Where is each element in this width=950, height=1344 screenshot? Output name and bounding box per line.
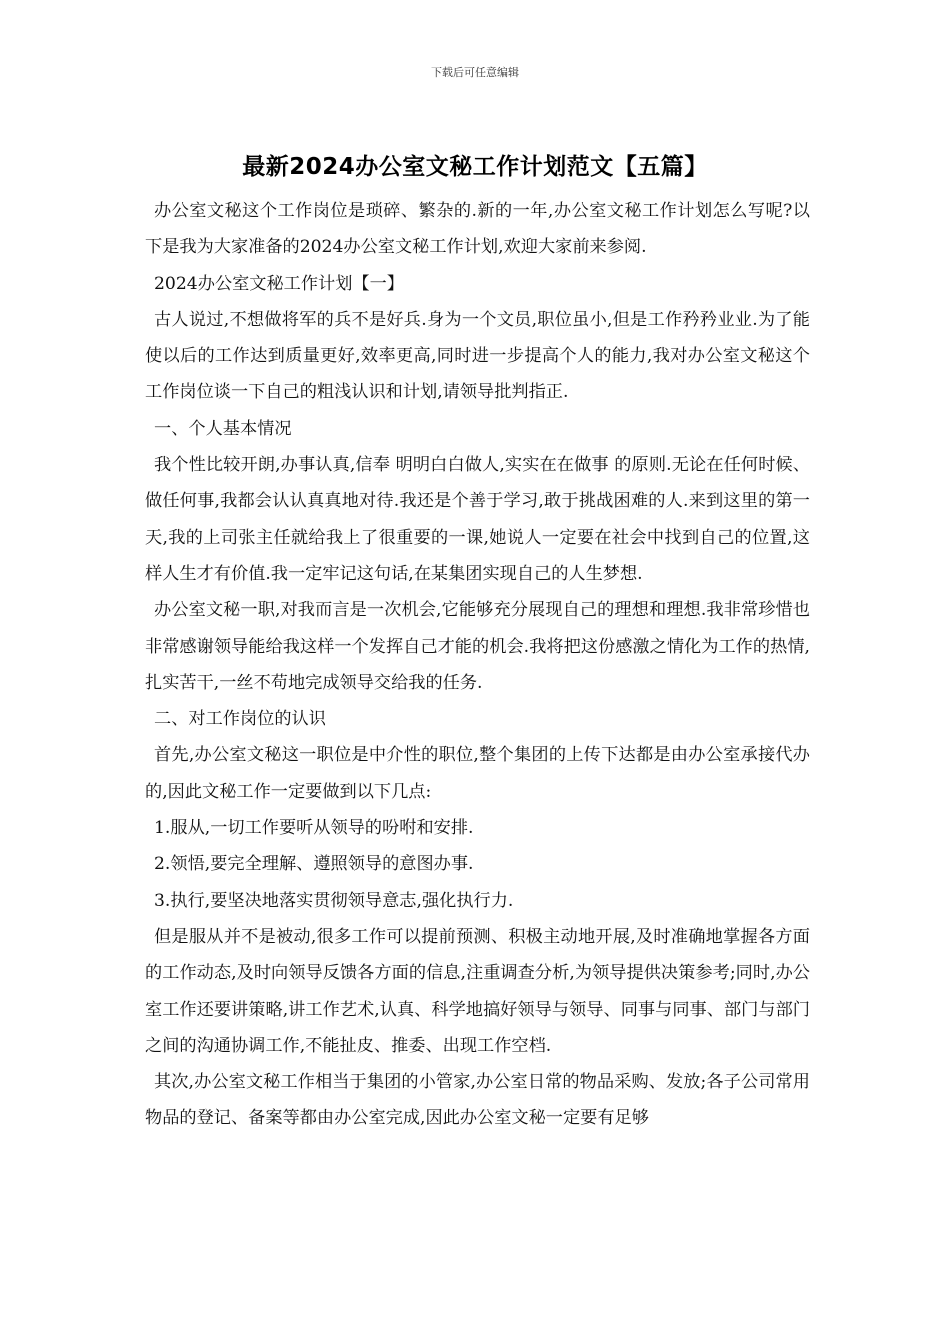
list-item-comprehend: 2.领悟,要完全理解、遵照领导的意图办事. <box>154 854 474 875</box>
paragraph-preface: 古人说过,不想做将军的兵不是好兵.身为一个文员,职位虽小,但是工作矜矜业业.为了能使以后的工作达到质量更好,效率更高,同时进一步提高个人的能力,我对办公室文秘这个工作岗位谈一下自己的粗浅认识和计划,请领导批判指正. <box>145 309 810 403</box>
document-title: 最新2024办公室文秘工作计划范文【五篇】 <box>242 154 708 180</box>
paragraph-personality: 我个性比较开朗,办事认真,信奉 明明白白做人,实实在在做事 的原则.无论在任何时候、做任何事,我都会认认真真地对待.我还是个善于学习,敢于挑战困难的人.来到这里的第一天,我的上司张主任就给我上了很重要的一课,她说人一定要在社会中找到自己的位置,这样人生才有价值.我一定牢记这句话,在某集团实现自己的人生梦想. <box>145 455 810 584</box>
paragraph-initiative: 但是服从并不是被动,很多工作可以提前预测、积极主动地开展,及时准确地掌握各方面的工作动态,及时向领导反馈各方面的信息,注重调查分析,为领导提供决策参考;同时,办公室工作还要讲策略,讲工作艺术,认真、科学地搞好领导与领导、同事与同事、部门与部门之间的沟通协调工作,不能扯皮、推委、出现工作空档. <box>145 926 810 1056</box>
paragraph-intro: 办公室文秘这个工作岗位是琐碎、繁杂的.新的一年,办公室文秘工作计划怎么写呢?以下是我为大家准备的2024办公室文秘工作计划,欢迎大家前来参阅. <box>145 201 810 258</box>
list-item-obey: 1.服从,一切工作要听从领导的吩咐和安排. <box>154 818 474 839</box>
section-heading-plan-one: 2024办公室文秘工作计划【一】 <box>154 273 404 294</box>
document-body <box>145 193 810 1137</box>
header-note: 下载后可任意编辑 <box>431 66 519 79</box>
section-heading-basic-info: 一、个人基本情况 <box>154 418 292 439</box>
paragraph-first: 首先,办公室文秘这一职位是中介性的职位,整个集团的上传下达都是由办公室承接代办的,因此文秘工作一定要做到以下几点: <box>145 745 810 802</box>
list-item-execute: 3.执行,要坚决地落实贯彻领导意志,强化执行力. <box>154 890 514 911</box>
paragraph-second: 其次,办公室文秘工作相当于集团的小管家,办公室日常的物品采购、发放;各子公司常用物品的登记、备案等都由办公室完成,因此办公室文秘一定要有足够 <box>145 1072 810 1129</box>
paragraph-opportunity: 办公室文秘一职,对我而言是一次机会,它能够充分展现自己的理想和理想.我非常珍惜也非常感谢领导能给我这样一个发挥自己才能的机会.我将把这份感激之情化为工作的热情,扎实苦干,一丝不苟地完成领导交给我的任务. <box>145 600 810 693</box>
section-heading-job-understanding: 二、对工作岗位的认识 <box>154 709 326 730</box>
